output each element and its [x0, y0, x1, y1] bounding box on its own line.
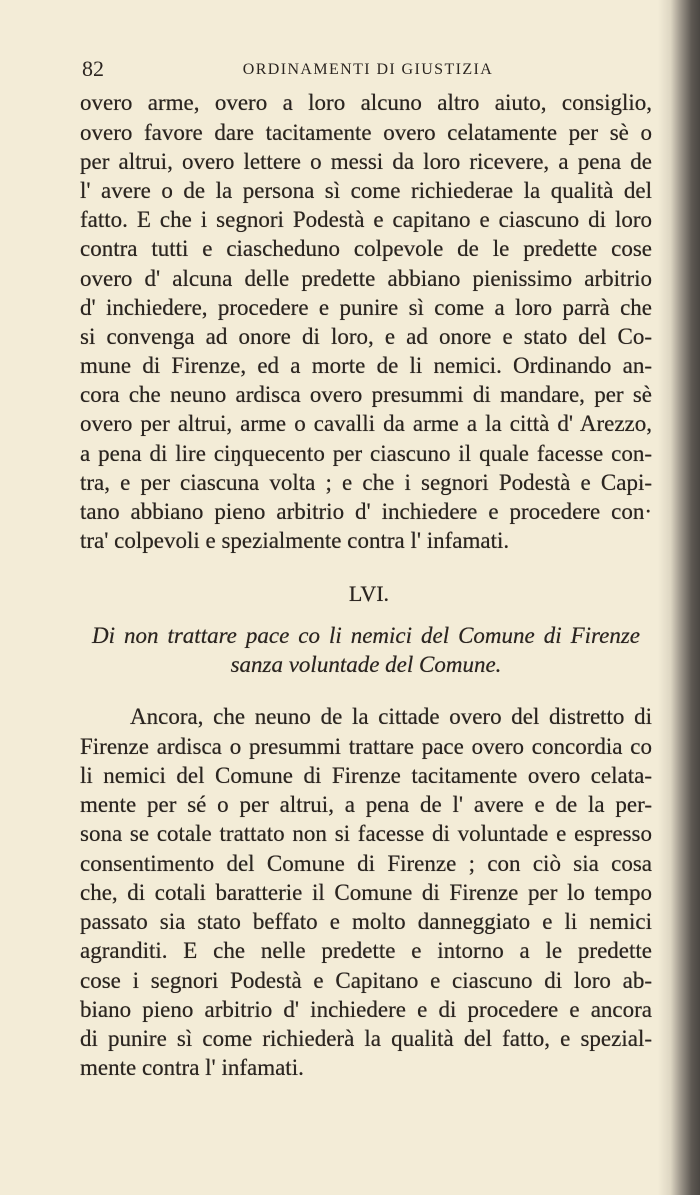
page-number: 82	[82, 56, 104, 81]
text-line: d' inchiedere, procedere e punire sì come a loro parrà che	[80, 294, 652, 320]
text-line: si convenga ad onore di loro, e ad onore e stato del Co-	[80, 323, 652, 349]
paragraph	[80, 88, 652, 555]
running-title: ORDINAMENTI DI GIUSTIZIA	[242, 61, 494, 78]
text-line: Firenze ardisca o presummi trattare pace overo concordia co	[80, 733, 652, 759]
text-line: contra tutti e ciascheduno colpevole de le predette cose	[80, 236, 652, 262]
text-line: overo favore dare tacitamente overo celatamente per sè o	[80, 119, 652, 145]
text-line: Ancora, che neuno de la cittade overo del distretto di	[130, 704, 652, 730]
text-line: di punire sì come richiederà la qualità del fatto, e spezial-	[80, 1026, 652, 1052]
text-line: tra, e per ciascuna volta ; e che i segnori Podestà e Capi-	[80, 469, 652, 495]
text-line: overo per altrui, arme o cavalli da arme a la città d' Arezzo,	[80, 411, 652, 437]
text-line: che, di cotali baratterie il Comune di Firenze per lo tempo	[80, 879, 652, 905]
section-number: LVI.	[348, 581, 390, 606]
text-line: mente per sé o per altrui, a pena de l' avere e de la per-	[80, 792, 652, 818]
text-line: mune di Firenze, ed a morte de li nemici. Ordinando an-	[80, 353, 652, 379]
paragraph	[80, 702, 652, 1082]
text-line: cose i segnori Podestà e Capitano e ciascuno di loro ab-	[80, 967, 652, 993]
section-title-line: Di non trattare pace co li nemici del Comune di Firenze	[92, 623, 640, 648]
text-line: cora che neuno ardisca overo presummi di mandare, per sè	[80, 382, 652, 408]
text-line: fatto. E che i segnori Podestà e capitano e ciascuno di loro	[80, 207, 652, 233]
section-title-line: sanza voluntade del Comune.	[230, 652, 502, 678]
text-line: overo d' alcuna delle predette abbiano pienissimo arbitrio	[80, 265, 652, 291]
scan-page-edge	[658, 0, 700, 1195]
text-line: tra' colpevoli e spezialmente contra l' infamati.	[80, 528, 510, 554]
text-line: l' avere o de la persona sì come richiederae la qualità del	[80, 177, 652, 203]
text-line: mente contra l' infamati.	[80, 1055, 304, 1081]
section-title	[92, 621, 640, 679]
text-line: agranditi. E che nelle predette e intorno a le predette	[80, 938, 652, 964]
text-line: sona se cotale trattato non si facesse di voluntade e espresso	[80, 821, 652, 847]
text-line: per altrui, overo lettere o messi da loro ricevere, a pena de	[80, 148, 652, 174]
text-line: overo arme, overo a loro alcuno altro aiuto, consiglio,	[80, 90, 652, 116]
text-line: biano pieno arbitrio d' inchiedere e di procedere e ancora	[80, 996, 652, 1022]
text-line: li nemici del Comune di Firenze tacitamente overo celata-	[80, 762, 652, 788]
text-line: a pena di lire ciŋquecento per ciascuno il quale facesse con-	[80, 440, 652, 466]
text-line: passato sia stato beffato e molto danneggiato e li nemici	[80, 909, 652, 935]
text-line: tano abbiano pieno arbitrio d' inchiedere e procedere con·	[80, 499, 652, 525]
text-line: consentimento del Comune di Firenze ; con ciò sia cosa	[80, 850, 652, 876]
